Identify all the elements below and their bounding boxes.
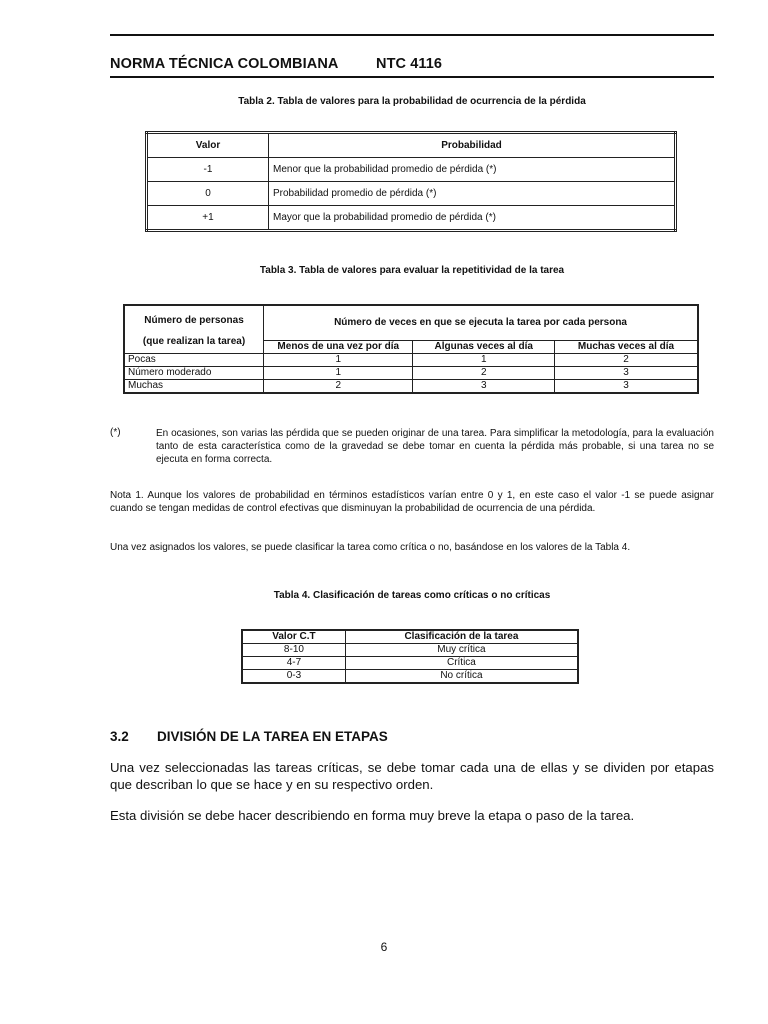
classification-paragraph: Una vez asignados los valores, se puede clasificar la tarea como crítica o no, basándose en los valores de la Tabla 4. [110, 542, 631, 553]
table-cell: Menor que la probabilidad promedio de pérdida (*) [269, 158, 676, 182]
table-cell: Probabilidad promedio de pérdida (*) [269, 182, 676, 206]
table-cell: Muchas [124, 380, 264, 394]
frequency-group-header: Número de veces en que se ejecuta la tarea por cada persona [264, 305, 698, 341]
standard-title: NORMA TÉCNICA COLOMBIANA [110, 56, 339, 72]
table-cell: 3 [554, 367, 698, 380]
persons-header-line1: Número de personas [144, 314, 244, 326]
table-row [147, 206, 676, 231]
table-row [242, 644, 578, 657]
persons-header-line2: (que realizan la tarea) [142, 335, 246, 347]
table-cell: 3 [554, 380, 698, 394]
classification-table [241, 629, 579, 684]
table-row [242, 657, 578, 670]
table-cell: 1 [264, 367, 413, 380]
table-cell: 2 [413, 367, 555, 380]
footnote-mark: (*) [110, 427, 121, 438]
table-cell: Pocas [124, 354, 264, 367]
table-cell: 3 [413, 380, 555, 394]
table-cell: No crítica [345, 670, 578, 684]
table4-caption: Tabla 4. Clasificación de tareas como críticas o no críticas [273, 590, 551, 601]
table-cell: 8-10 [242, 644, 345, 657]
table-cell: +1 [147, 206, 269, 231]
note-1: Nota 1. Aunque los valores de probabilidad en términos estadísticos varían entre 0 y 1, en este caso el valor -1 se puede asignar cuando se tengan medidas de control efectivas que disminuyan la probabilidad de ocurrencia de una pérdida. [110, 490, 714, 514]
repetitiveness-table [123, 304, 699, 394]
footnote-text: En ocasiones, son varias las pérdida que se pueden originar de una tarea. Para simplificar la metodología, para la evaluación tanto de esta característica como de la gravedad se debe tomar en cuenta la pérdida más probable, si una tarea no se ejecuta en forma correcta. [156, 428, 714, 465]
table-cell: Muy crítica [345, 644, 578, 657]
table-cell: -1 [147, 158, 269, 182]
table-row [124, 354, 698, 367]
column-header: Muchas veces al día [554, 341, 698, 354]
column-header: Algunas veces al día [413, 341, 555, 354]
table-row [147, 158, 676, 182]
standard-code: NTC 4116 [376, 56, 443, 72]
section-title: DIVISIÓN DE LA TAREA EN ETAPAS [157, 729, 388, 744]
table-cell: Mayor que la probabilidad promedio de pérdida (*) [269, 206, 676, 231]
column-header: Valor [147, 133, 269, 158]
column-header: Menos de una vez por día [264, 341, 413, 354]
table3-caption: Tabla 3. Tabla de valores para evaluar la repetitividad de la tarea [259, 265, 565, 276]
column-header: Valor C.T [242, 630, 345, 644]
persons-header [124, 305, 264, 354]
section-paragraph-1: Una vez seleccionadas las tareas críticas, se debe tomar cada una de ellas y se dividen por etapas que describan lo que se hace y en su respectivo orden. [110, 760, 714, 792]
table-cell: 0-3 [242, 670, 345, 684]
table-row [242, 670, 578, 684]
table-cell: Número moderado [124, 367, 264, 380]
table-row [124, 367, 698, 380]
table-header-row [124, 305, 698, 341]
table-cell: 2 [554, 354, 698, 367]
section-paragraph-2: Esta división se debe hacer describiendo en forma muy breve la etapa o paso de la tarea. [110, 808, 635, 823]
column-header: Clasificación de la tarea [345, 630, 578, 644]
probability-table [145, 131, 677, 232]
table-cell: 2 [264, 380, 413, 394]
table-header-row [147, 133, 676, 158]
table-header-row [242, 630, 578, 644]
table-cell: 1 [413, 354, 555, 367]
table2-caption: Tabla 2. Tabla de valores para la probabilidad de ocurrencia de la pérdida [238, 96, 586, 107]
table-row [147, 182, 676, 206]
table-cell: 1 [264, 354, 413, 367]
section-number: 3.2 [110, 729, 129, 744]
column-header: Probabilidad [269, 133, 676, 158]
table-cell: Crítica [345, 657, 578, 670]
header-top-rule [110, 34, 714, 36]
table-row [124, 380, 698, 394]
table-cell: 0 [147, 182, 269, 206]
header-bottom-rule [110, 76, 714, 78]
page-number: 6 [380, 940, 388, 954]
table-cell: 4-7 [242, 657, 345, 670]
